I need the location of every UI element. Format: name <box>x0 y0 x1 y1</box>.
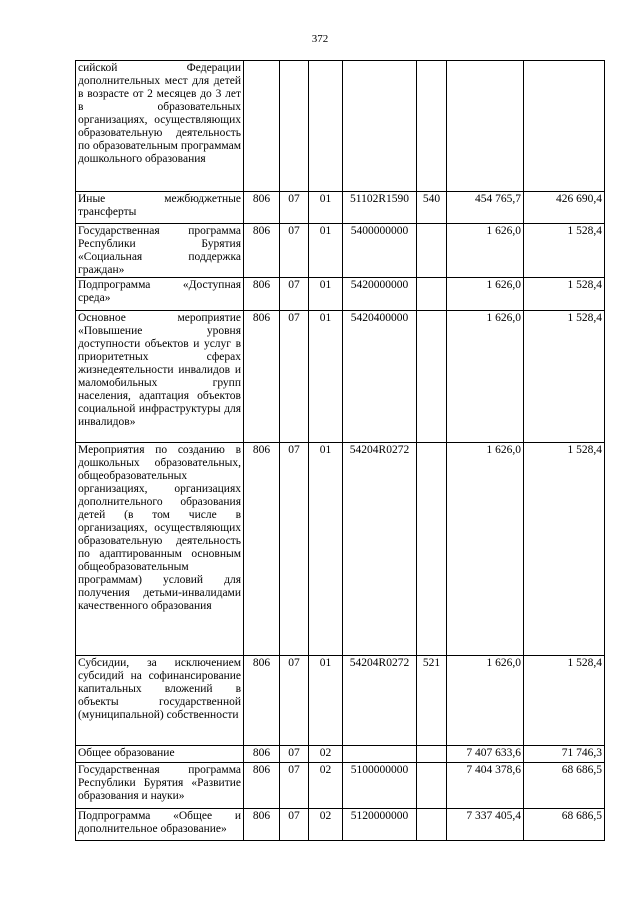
row-section <box>280 61 309 192</box>
table-row <box>76 61 605 192</box>
row-subsection: 01 <box>309 192 343 224</box>
table-row <box>76 278 605 311</box>
row-name: Основное мероприятие «Повышение уровня доступности объектов и услуг в приоритетных сферах жизнедеятельности инвалидов и маломобильных групп населения, адаптация объектов социальной инфраструктуры для инвалидов» <box>76 311 244 443</box>
row-name: Иные межбюджетные трансферты <box>76 192 244 224</box>
row-target-article <box>343 61 417 192</box>
row-amount-2: 68 686,5 <box>524 809 605 841</box>
table-row <box>76 656 605 746</box>
row-target-article: 54204R0272 <box>343 656 417 746</box>
row-expense-type <box>417 311 447 443</box>
page-number: 372 <box>311 33 329 45</box>
row-expense-type <box>417 746 447 763</box>
row-subsection: 01 <box>309 443 343 656</box>
row-subsection: 01 <box>309 224 343 278</box>
row-subsection <box>309 61 343 192</box>
table-row <box>76 443 605 656</box>
row-grbs: 806 <box>244 224 280 278</box>
row-target-article: 51102R1590 <box>343 192 417 224</box>
row-section: 07 <box>280 809 309 841</box>
row-subsection: 01 <box>309 278 343 311</box>
table-row <box>76 224 605 278</box>
row-amount-2: 1 528,4 <box>524 311 605 443</box>
row-target-article: 5100000000 <box>343 763 417 809</box>
row-subsection: 01 <box>309 656 343 746</box>
row-section: 07 <box>280 746 309 763</box>
row-subsection: 02 <box>309 746 343 763</box>
table-row <box>76 746 605 763</box>
row-expense-type: 521 <box>417 656 447 746</box>
row-amount-1: 1 626,0 <box>447 443 524 656</box>
table-row <box>76 311 605 443</box>
row-section: 07 <box>280 656 309 746</box>
row-amount-1: 7 404 378,6 <box>447 763 524 809</box>
table-row <box>76 763 605 809</box>
row-amount-1: 1 626,0 <box>447 656 524 746</box>
row-target-article: 54204R0272 <box>343 443 417 656</box>
row-amount-1: 7 337 405,4 <box>447 809 524 841</box>
row-target-article: 5420000000 <box>343 278 417 311</box>
row-amount-2: 1 528,4 <box>524 443 605 656</box>
row-name: Субсидии, за исключением субсидий на софинансирование капитальных вложений в объекты государственной (муниципальной) собственности <box>76 656 244 746</box>
row-amount-1: 1 626,0 <box>447 278 524 311</box>
row-amount-1: 454 765,7 <box>447 192 524 224</box>
row-section: 07 <box>280 443 309 656</box>
row-expense-type: 540 <box>417 192 447 224</box>
row-name: сийской Федерации дополнительных мест для детей в возрасте от 2 месяцев до 3 лет в образовательных организациях, осуществляющих образовательную деятельность по образовательным программам дошкольного образования <box>76 61 244 192</box>
row-name: Государственная программа Республики Бурятия «Развитие образования и науки» <box>76 763 244 809</box>
row-target-article: 5400000000 <box>343 224 417 278</box>
row-subsection: 02 <box>309 809 343 841</box>
row-expense-type <box>417 61 447 192</box>
row-name: Подпрограмма «Доступная среда» <box>76 278 244 311</box>
row-subsection: 01 <box>309 311 343 443</box>
row-subsection: 02 <box>309 763 343 809</box>
row-grbs: 806 <box>244 443 280 656</box>
row-target-article: 5120000000 <box>343 809 417 841</box>
row-name: Мероприятия по созданию в дошкольных образовательных, общеобразовательных организациях, организациях дополнительного образования детей (в том числе в организациях, осуществляющих образовательную деятельность по адаптированным основным общеобразовательным программам) условий для получения детьми-инвалидами качественного образования <box>76 443 244 656</box>
row-section: 07 <box>280 278 309 311</box>
row-section: 07 <box>280 224 309 278</box>
row-expense-type <box>417 443 447 656</box>
row-section: 07 <box>280 192 309 224</box>
table-row <box>76 192 605 224</box>
row-amount-1 <box>447 61 524 192</box>
row-amount-1: 1 626,0 <box>447 311 524 443</box>
row-name: Государственная программа Республики Бурятия «Социальная поддержка граждан» <box>76 224 244 278</box>
row-target-article <box>343 746 417 763</box>
row-grbs: 806 <box>244 656 280 746</box>
row-amount-2 <box>524 61 605 192</box>
row-name: Общее образование <box>76 746 244 763</box>
row-section: 07 <box>280 763 309 809</box>
row-amount-2: 426 690,4 <box>524 192 605 224</box>
row-amount-2: 1 528,4 <box>524 278 605 311</box>
row-grbs: 806 <box>244 278 280 311</box>
row-expense-type <box>417 809 447 841</box>
row-grbs: 806 <box>244 746 280 763</box>
row-amount-1: 7 407 633,6 <box>447 746 524 763</box>
table-row <box>76 809 605 841</box>
row-expense-type <box>417 763 447 809</box>
row-section: 07 <box>280 311 309 443</box>
row-amount-1: 1 626,0 <box>447 224 524 278</box>
row-name: Подпрограмма «Общее и дополнительное образование» <box>76 809 244 841</box>
row-grbs: 806 <box>244 763 280 809</box>
row-grbs: 806 <box>244 192 280 224</box>
row-grbs: 806 <box>244 311 280 443</box>
row-grbs <box>244 61 280 192</box>
row-target-article: 5420400000 <box>343 311 417 443</box>
row-grbs: 806 <box>244 809 280 841</box>
row-amount-2: 1 528,4 <box>524 656 605 746</box>
row-amount-2: 68 686,5 <box>524 763 605 809</box>
row-amount-2: 1 528,4 <box>524 224 605 278</box>
budget-table <box>75 60 605 841</box>
row-expense-type <box>417 224 447 278</box>
row-expense-type <box>417 278 447 311</box>
row-amount-2: 71 746,3 <box>524 746 605 763</box>
